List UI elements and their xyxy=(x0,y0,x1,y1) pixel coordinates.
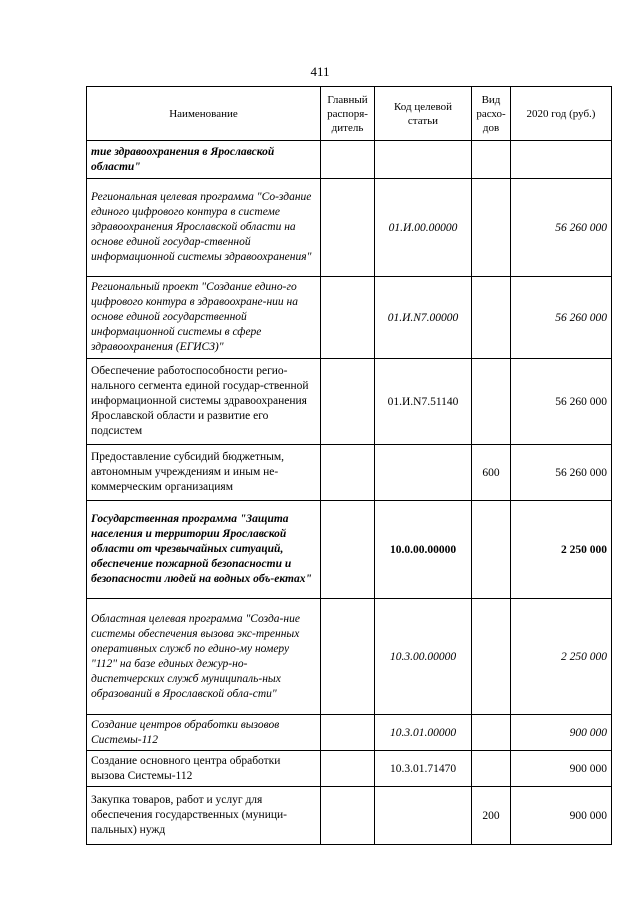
row-main-manager xyxy=(321,751,375,787)
row-code: 01.И.N7.51140 xyxy=(375,359,472,445)
table-header-row xyxy=(87,87,612,141)
row-expense-type xyxy=(472,359,511,445)
row-expense-type xyxy=(472,751,511,787)
row-sum: 2 250 000 xyxy=(511,599,612,715)
row-name: Областная целевая программа "Созда-ние системы обеспечения вызова экс-тренных оперативных служб по едино-му номеру "112" на базе единых дежур-но-диспетчерских служб муниципаль-ных образований в Ярославской обла-сти" xyxy=(87,599,321,715)
row-main-manager xyxy=(321,359,375,445)
row-expense-type: 200 xyxy=(472,787,511,845)
row-expense-type xyxy=(472,141,511,179)
row-name: Закупка товаров, работ и услуг для обеспечения государственных (муници-пальных) нужд xyxy=(87,787,321,845)
row-sum: 2 250 000 xyxy=(511,501,612,599)
table-row xyxy=(87,359,612,445)
table-row xyxy=(87,751,612,787)
row-sum: 900 000 xyxy=(511,787,612,845)
row-sum xyxy=(511,141,612,179)
table-row xyxy=(87,501,612,599)
row-code: 10.3.01.71470 xyxy=(375,751,472,787)
row-expense-type xyxy=(472,179,511,277)
header-target-code: Код целевой статьи xyxy=(375,87,472,141)
row-code: 10.3.00.00000 xyxy=(375,599,472,715)
row-main-manager xyxy=(321,501,375,599)
row-sum: 56 260 000 xyxy=(511,445,612,501)
row-name: тие здравоохранения в Ярославской области" xyxy=(87,141,321,179)
row-name: Создание центров обработки вызовов Системы-112 xyxy=(87,715,321,751)
row-code: 01.И.N7.00000 xyxy=(375,277,472,359)
row-code: 10.3.01.00000 xyxy=(375,715,472,751)
row-main-manager xyxy=(321,179,375,277)
row-name: Региональная целевая программа "Со-здание единого цифрового контура в системе здравоохранения Ярославской области на основе единой государ-ственной информационной системы здравоохранения" xyxy=(87,179,321,277)
row-sum: 56 260 000 xyxy=(511,277,612,359)
row-name: Обеспечение работоспособности регио-нального сегмента единой государ-ственной информационной системы здравоохранения Ярославской области и развитие его подсистем xyxy=(87,359,321,445)
page-number: 411 xyxy=(310,64,330,79)
row-code xyxy=(375,445,472,501)
header-year-2020: 2020 год (руб.) xyxy=(511,87,612,141)
row-name: Государственная программа "Защита населения и территории Ярославской области от чрезвычайных ситуаций, обеспечение пожарной безопасности и безопасности людей на водных объ-ектах" xyxy=(87,501,321,599)
row-code xyxy=(375,141,472,179)
row-main-manager xyxy=(321,715,375,751)
row-sum: 900 000 xyxy=(511,751,612,787)
table-row xyxy=(87,179,612,277)
row-expense-type xyxy=(472,715,511,751)
table-row xyxy=(87,141,612,179)
row-expense-type xyxy=(472,277,511,359)
row-name: Создание основного центра обработки вызова Системы-112 xyxy=(87,751,321,787)
header-expense-type: Вид расхо-дов xyxy=(472,87,511,141)
row-main-manager xyxy=(321,599,375,715)
row-sum: 900 000 xyxy=(511,715,612,751)
budget-table xyxy=(86,86,612,845)
table-row xyxy=(87,599,612,715)
table-row xyxy=(87,787,612,845)
row-code: 10.0.00.00000 xyxy=(375,501,472,599)
table-row xyxy=(87,715,612,751)
table-row xyxy=(87,445,612,501)
row-main-manager xyxy=(321,787,375,845)
header-name: Наименование xyxy=(87,87,321,141)
row-name: Предоставление субсидий бюджетным, автономным учреждениям и иным не-коммерческим организациям xyxy=(87,445,321,501)
table-row xyxy=(87,277,612,359)
row-main-manager xyxy=(321,141,375,179)
row-main-manager xyxy=(321,277,375,359)
header-main-manager: Главный распоря-дитель xyxy=(321,87,375,141)
row-code: 01.И.00.00000 xyxy=(375,179,472,277)
row-sum: 56 260 000 xyxy=(511,179,612,277)
row-sum: 56 260 000 xyxy=(511,359,612,445)
row-main-manager xyxy=(321,445,375,501)
row-expense-type xyxy=(472,599,511,715)
row-name: Региональный проект "Создание едино-го цифрового контура в здравоохране-нии на основе единой государственной информационной системы в сфере здравоохранения (ЕГИСЗ)" xyxy=(87,277,321,359)
row-code xyxy=(375,787,472,845)
row-expense-type: 600 xyxy=(472,445,511,501)
row-expense-type xyxy=(472,501,511,599)
